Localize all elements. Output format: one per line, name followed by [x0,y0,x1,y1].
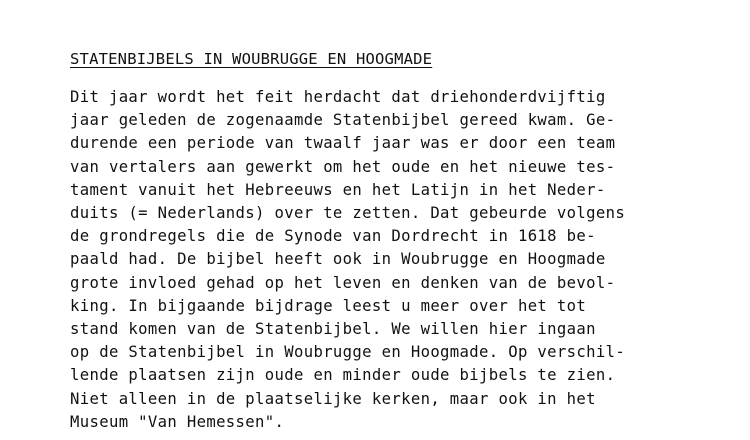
body-line: de grondregels die de Synode van Dordrecht in 1618 be- [70,227,596,246]
body-line: op de Statenbijbel in Woubrugge en Hoogmade. Op verschil- [70,343,626,362]
article-title: STATENBIJBELS IN WOUBRUGGE EN HOOGMADE [70,50,433,68]
body-line: paald had. De bijbel heeft ook in Woubrugge en Hoogmade [70,250,606,269]
body-line: durende een periode van twaalf jaar was er door een team [70,134,616,153]
body-line: Niet alleen in de plaatselijke kerken, maar ook in het [70,389,596,408]
body-line: van vertalers aan gewerkt om het oude en het nieuwe tes- [70,157,616,176]
body-line: Dit jaar wordt het feit herdacht dat driehonderdvijftig [70,88,606,106]
body-line: king. In bijgaande bijdrage leest u meer over het tot [70,296,587,315]
body-line: jaar geleden de zogenaamde Statenbijbel gereed kwam. Ge- [70,111,616,130]
body-line: tament vanuit het Hebreeuws en het Latijn in het Neder- [70,180,606,199]
body-line: stand komen van de Statenbijbel. We willen hier ingaan [70,320,596,339]
body-line: lende plaatsen zijn oude en minder oude bijbels te zien. [70,366,616,385]
body-line: duits (= Nederlands) over te zetten. Dat gebeurde volgens [70,204,626,223]
body-line: Museum "Van Hemessen". [70,412,285,431]
article-body [70,86,625,434]
body-line: grote invloed gehad op het leven en denken van de bevol- [70,273,616,292]
